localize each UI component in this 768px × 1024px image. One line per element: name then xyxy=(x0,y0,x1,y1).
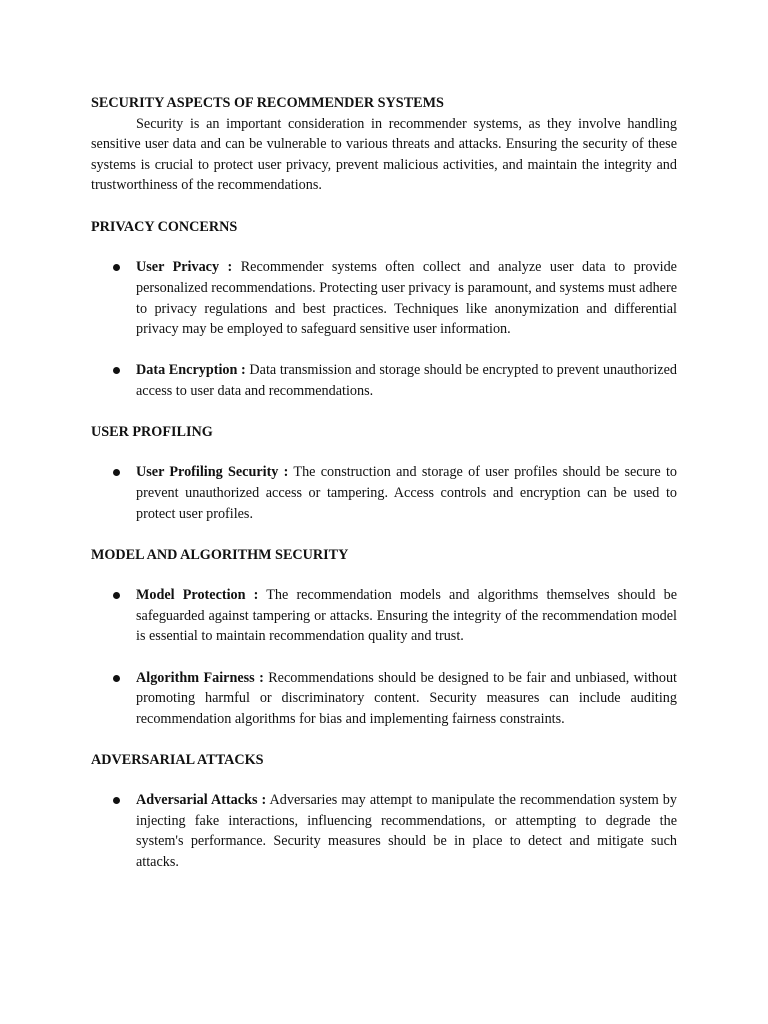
adversarial-attacks-list xyxy=(91,790,677,872)
bullet-icon xyxy=(113,264,120,271)
item-text: Data transmission and storage should be encrypted to prevent unauthorized access to user data and recommendations. xyxy=(136,362,678,399)
item-text: Adversaries may attempt to manipulate the recommendation system by injecting fake interactions, influencing recommendations, or attempting to degrade the system's performance. Security measures should be in place to detect and mitigate such attacks. xyxy=(136,792,677,871)
item-text: Recommendations should be designed to be fair and unbiased, without promoting harmful or discriminatory content. Security measures can include auditing recommendation algorithms for bias and implementing fairness constraints. xyxy=(136,669,677,727)
section-heading-user-profiling: USER PROFILING xyxy=(91,423,213,440)
user-profiling-list xyxy=(91,462,677,524)
bullet-icon xyxy=(113,367,120,374)
model-algorithm-security-list xyxy=(91,585,677,729)
section-heading-model-algorithm-security: MODEL AND ALGORITHM SECURITY xyxy=(91,546,349,563)
bullet-icon xyxy=(113,592,120,599)
bullet-icon xyxy=(113,675,120,682)
list-item-adversarial-attacks xyxy=(91,790,677,872)
item-term: Adversarial Attacks : xyxy=(136,792,267,809)
section-heading-privacy-concerns: PRIVACY CONCERNS xyxy=(91,218,238,235)
list-item-model-protection xyxy=(91,585,677,647)
item-term: Model Protection : xyxy=(136,587,259,604)
bullet-icon xyxy=(113,797,120,804)
item-text: The construction and storage of user profiles should be secure to prevent unauthorized access or tampering. Access controls and encryption can be used to protect user profiles. xyxy=(136,464,677,522)
list-item-user-privacy xyxy=(91,257,677,339)
item-term: Data Encryption : xyxy=(136,362,246,379)
item-term: Algorithm Fairness : xyxy=(136,669,264,686)
item-term: User Privacy : xyxy=(136,259,233,276)
item-text: Recommender systems often collect and analyze user data to provide personalized recommendations. Protecting user privacy is paramount, and systems must adhere to privacy regulations and best practices. Techniques like anonymization and differential privacy may be employed to safeguard sensitive user information. xyxy=(136,259,677,338)
item-term: User Profiling Security : xyxy=(136,464,289,481)
list-item-data-encryption xyxy=(91,360,677,401)
section-heading-adversarial-attacks: ADVERSARIAL ATTACKS xyxy=(91,751,264,768)
item-text: The recommendation models and algorithms themselves should be safeguarded against tampering or attacks. Ensuring the integrity of the recommendation model is essential to maintain recommendation quality and trust. xyxy=(136,587,677,645)
intro-paragraph: Security is an important consideration in recommender systems, as they involve handling sensitive user data and can be vulnerable to various threats and attacks. Ensuring the security of these systems is crucial to protect user privacy, prevent malicious activities, and maintain the integrity and trustworthiness of the recommendations. xyxy=(91,115,677,194)
bullet-icon xyxy=(113,469,120,476)
list-item-user-profiling-security xyxy=(91,462,677,524)
privacy-concerns-list xyxy=(91,257,677,401)
list-item-algorithm-fairness xyxy=(91,668,677,730)
document-title: SECURITY ASPECTS OF RECOMMENDER SYSTEMS xyxy=(91,95,444,111)
